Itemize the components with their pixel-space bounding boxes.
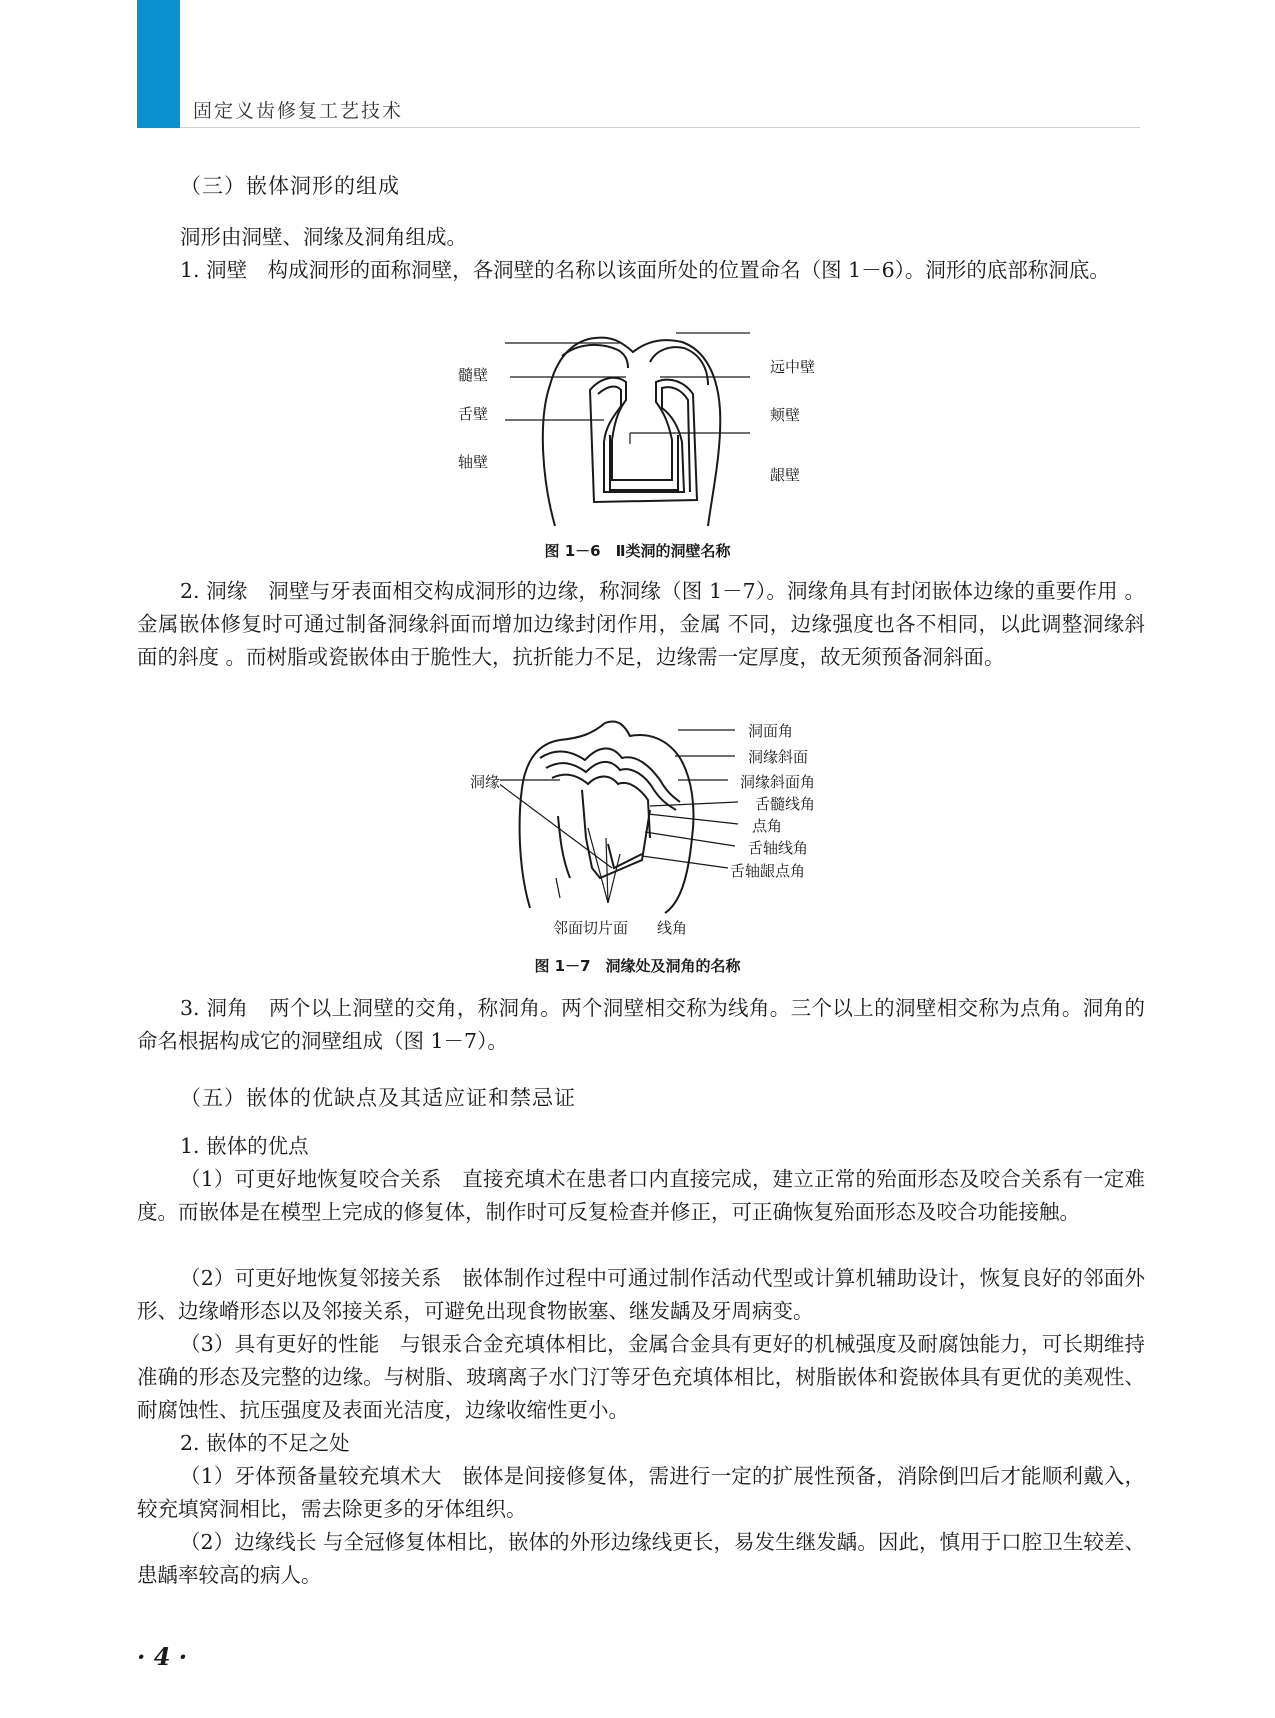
figure-1-7-label-cavity-margin: 洞缘 xyxy=(470,773,501,791)
paragraph-advantages-title: 1. 嵌体的优点 xyxy=(180,1134,309,1158)
paragraph-disadvantages-title: 2. 嵌体的不足之处 xyxy=(180,1431,350,1455)
paragraph-cavity-wall: 1. 洞壁 构成洞形的面称洞壁，各洞壁的名称以该面所处的位置命名（图 1－6）。洞形的底部称洞底。 xyxy=(180,258,1110,282)
header-rule xyxy=(180,127,1140,128)
paragraph-disadvantage-1: （1）牙体预备量较充填术大 嵌体是间接修复体，需进行一定的扩展性预备，消除倒凹后才能顺利戴入，较充填窝洞相比，需去除更多的牙体组织。 xyxy=(137,1464,1145,1521)
paragraph-advantage-3: （3）具有更好的性能 与银汞合金充填体相比，金属合金具有更好的机械强度及耐腐蚀能力，可长期维持准确的形态及完整的边缘。与树脂、玻璃离子水门汀等牙色充填体相比，树脂嵌体和瓷嵌体具有更优的美观性、耐腐蚀性、抗压强度及表面光洁度，边缘收缩性更小。 xyxy=(137,1332,1145,1422)
figure-1-6-label-pulpal-wall: 髓壁 xyxy=(458,366,489,384)
paragraph-intro: 洞形由洞壁、洞缘及洞角组成。 xyxy=(180,225,467,249)
paragraph-cavity-angle: 3. 洞角 两个以上洞壁的交角，称洞角。两个洞壁相交称为线角。三个以上的洞壁相交称为点角。洞角的命名根据构成它的洞壁组成（图 1－7）。 xyxy=(137,996,1145,1053)
figure-1-7-label-linguoaxiogingival-point-angle: 舌轴龈点角 xyxy=(730,862,806,880)
figure-1-6-label-lingual-wall: 舌壁 xyxy=(458,405,489,423)
paragraph-disadvantage-2: （2）边缘线长 与全冠修复体相比，嵌体的外形边缘线更长，易发生继发龋。因此，慎用于口腔卫生较差、患龋率较高的病人。 xyxy=(137,1530,1145,1587)
paragraph-advantage-1: （1）可更好地恢复咬合关系 直接充填术在患者口内直接完成，建立正常的殆面形态及咬合关系有一定难度。而嵌体是在模型上完成的修复体，制作时可反复检查并修正，可正确恢复殆面形态及咬合功能接触。 xyxy=(137,1167,1145,1224)
section-heading-5: （五）嵌体的优缺点及其适应证和禁忌证 xyxy=(180,1086,576,1110)
figure-1-7-label-proximal-section: 邻面切片面 xyxy=(553,919,629,937)
section-heading-3: （三）嵌体洞形的组成 xyxy=(180,174,400,198)
figure-1-6-label-axial-wall: 轴壁 xyxy=(458,453,489,471)
figure-1-6-caption: 图 1－6 Ⅱ类洞的洞壁名称 xyxy=(544,542,731,560)
figure-1-7-label-linguoaxial-line-angle: 舌轴线角 xyxy=(748,839,809,857)
header-color-tab xyxy=(137,0,180,128)
figure-1-7-label-bevel: 洞缘斜面 xyxy=(748,748,809,766)
figure-1-7-label-cavosurface-angle: 洞面角 xyxy=(748,722,794,740)
figure-1-7-label-point-angle: 点角 xyxy=(752,817,783,835)
figure-1-7-label-bevel-angle: 洞缘斜面角 xyxy=(740,773,816,791)
figure-1-6-label-gingival-wall: 龈壁 xyxy=(770,466,801,484)
paragraph-advantage-2: （2）可更好地恢复邻接关系 嵌体制作过程中可通过制作活动代型或计算机辅助设计，恢复良好的邻面外形、边缘嵴形态以及邻接关系，可避免出现食物嵌塞、继发龋及牙周病变。 xyxy=(137,1266,1145,1323)
paragraph-cavity-margin: 2. 洞缘 洞壁与牙表面相交构成洞形的边缘，称洞缘（图 1－7）。洞缘角具有封闭嵌体边缘的重要作用 。金属嵌体修复时可通过制备洞缘斜面而增加边缘封闭作用，金属 不同，边缘强度也各不相同，以此调整洞缘斜面的斜度 。而树脂或瓷嵌体由于脆性大，抗折能力不足，边缘需一定厚度，故无须预备洞斜面。 xyxy=(137,579,1145,669)
figure-1-7-caption: 图 1－7 洞缘处及洞角的名称 xyxy=(534,957,741,975)
page-number: · 4 · xyxy=(137,1642,188,1671)
book-title: 固定义齿修复工艺技术 xyxy=(193,100,404,122)
figure-1-6-label-distal-wall: 远中壁 xyxy=(770,358,816,376)
figure-1-7-label-linguopulpal-line-angle: 舌髓线角 xyxy=(755,795,816,813)
figure-1-7-label-line-angle: 线角 xyxy=(657,919,688,937)
figure-1-6-label-buccal-wall: 颊壁 xyxy=(770,406,801,424)
